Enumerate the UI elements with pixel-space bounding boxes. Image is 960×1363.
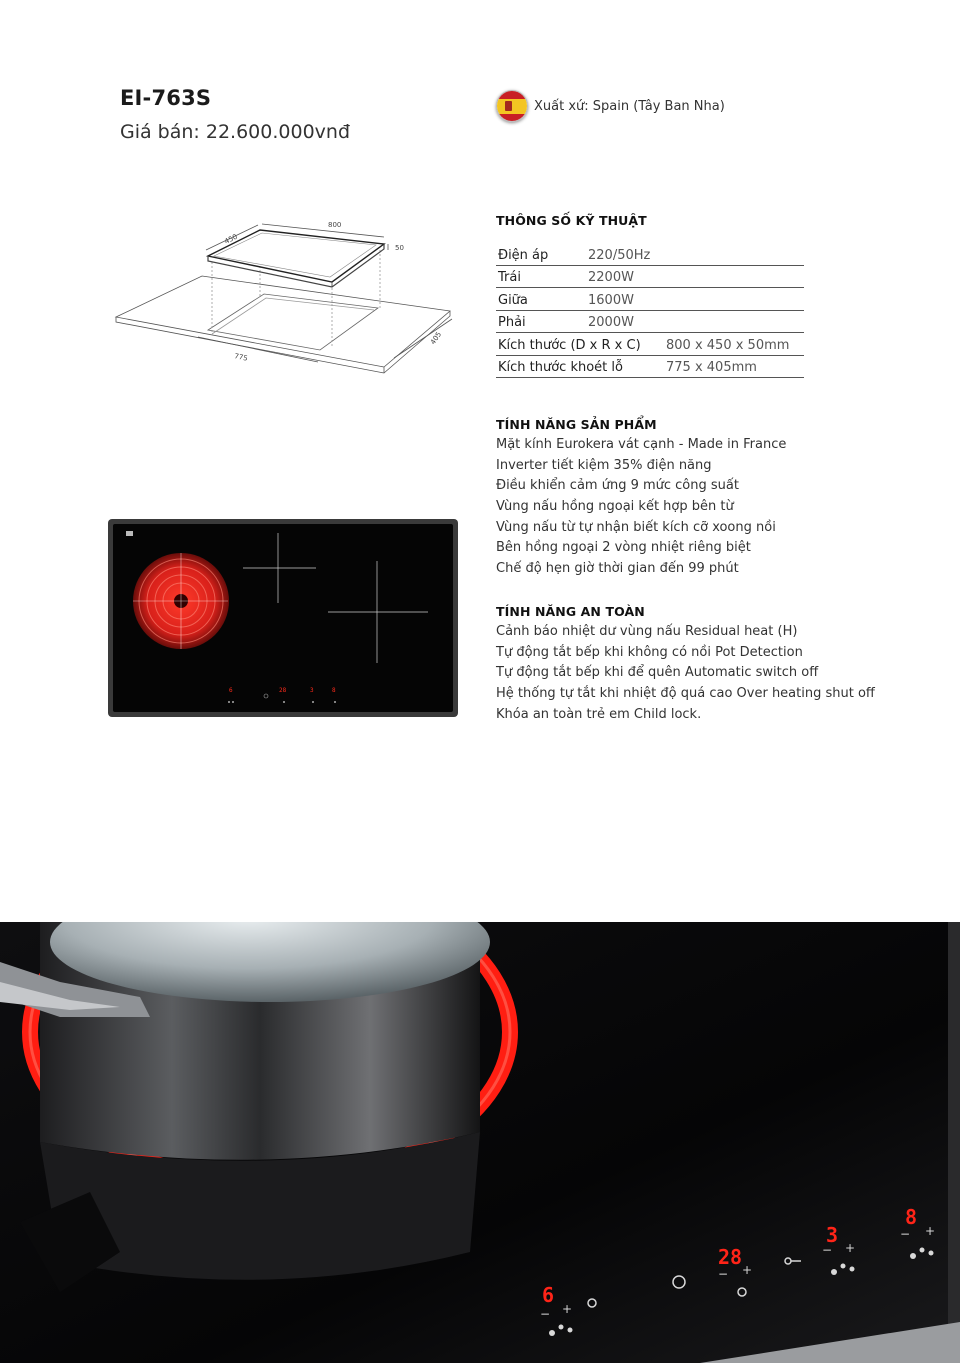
hero-zone-middle-display: 3 [826,1223,839,1247]
cooktop-zone-left-display: 6 [229,687,233,694]
spec-label: Giữa [498,292,528,308]
feature-item: Vùng nấu từ tự nhận biết kích cỡ xoong nồi [496,519,776,535]
hero-timer-display: 28 [718,1245,743,1269]
spec-value: 220/50Hz [588,247,651,263]
feature-item: Chế độ hẹn giờ thời gian đến 99 phút [496,561,739,577]
cooktop-zone-middle-display: 3 [310,687,314,694]
minus-icon: − [900,1227,911,1241]
control-dot [228,701,230,703]
hero-photo [0,922,960,1363]
spec-value: 1600W [588,292,634,308]
spec-label: Trái [498,270,521,285]
feature-item: Mặt kính Eurokera vát cạnh - Made in France [496,437,787,452]
model-title: EI-763S [120,86,212,110]
spec-label: Điện áp [498,247,549,263]
brand-logo [126,531,133,536]
spec-value: 800 x 450 x 50mm [666,337,790,353]
control-dot [232,701,234,703]
spec-value: 2000W [588,315,634,330]
minus-icon: − [718,1267,729,1281]
origin-text: Xuất xứ: Spain (Tây Ban Nha) [534,98,725,114]
specs-table [496,243,804,378]
control-dot [334,701,336,703]
spec-row [496,243,804,266]
features-list [496,435,896,580]
dim-width-label: 800 [328,221,342,229]
plus-icon: + [845,1241,856,1255]
plus-icon: + [925,1224,936,1238]
hero-zone-left-display: 6 [542,1283,555,1307]
specs-title: THÔNG SỐ KỸ THUẬT [496,213,647,228]
spec-value: 2200W [588,270,634,285]
spec-label: Kích thước khoét lỗ [498,360,623,375]
dim-height-label: 50 [395,244,404,252]
spec-value: 775 x 405mm [666,360,757,375]
zone-indicator-icon [831,1269,837,1275]
spec-row [496,311,804,334]
minus-icon: − [540,1307,551,1321]
safety-item: Hệ thống tự tắt khi nhiệt độ quá cao Over heating shut off [496,686,875,702]
spec-row [496,356,804,379]
dimensions-diagram [112,210,462,380]
spec-label: Kích thước (D x R x C) [498,337,641,353]
cooktop-image [108,519,458,717]
spain-flag-icon [496,90,528,122]
infrared-zone [133,553,229,649]
safety-item: Tự động tắt bếp khi không có nồi Pot Detection [496,644,803,660]
dim-depth-label: 450 [223,232,239,246]
control-dot [283,701,285,703]
cooktop-timer-display: 28 [279,687,287,694]
origin-badge [496,90,725,122]
features-title: TÍNH NĂNG SẢN PHẨM [496,417,657,432]
hero-zone-right-display: 8 [905,1205,918,1229]
feature-item: Bên hồng ngoại 2 vòng nhiệt riêng biệt [496,540,751,556]
price-label: Giá bán: 22.600.000vnđ [120,121,351,143]
spec-row [496,266,804,289]
feature-item: Inverter tiết kiệm 35% điện năng [496,457,712,473]
dim-cut-depth-label: 405 [429,330,444,347]
spec-row [496,333,804,356]
zone-indicator-icon [910,1253,916,1259]
dim-cut-width-label: 775 [233,352,249,363]
safety-item: Cảnh báo nhiệt dư vùng nấu Residual heat (H) [496,624,798,639]
feature-item: Điều khiển cảm ứng 9 mức công suất [496,478,739,494]
safety-item: Tự động tắt bếp khi để quên Automatic switch off [496,665,819,681]
minus-icon: − [822,1243,833,1257]
safety-item: Khóa an toàn trẻ em Child lock. [496,706,702,722]
cooktop-zone-right-display: 8 [332,687,336,694]
safety-list [496,622,896,725]
plus-icon: + [742,1263,753,1277]
safety-title: TÍNH NĂNG AN TOÀN [496,604,645,619]
zone-indicator-icon [549,1330,555,1336]
control-dot [312,701,314,703]
plus-icon: + [562,1302,573,1316]
spec-row [496,288,804,311]
spec-label: Phải [498,315,526,330]
feature-item: Vùng nấu hồng ngoại kết hợp bên từ [496,499,734,515]
